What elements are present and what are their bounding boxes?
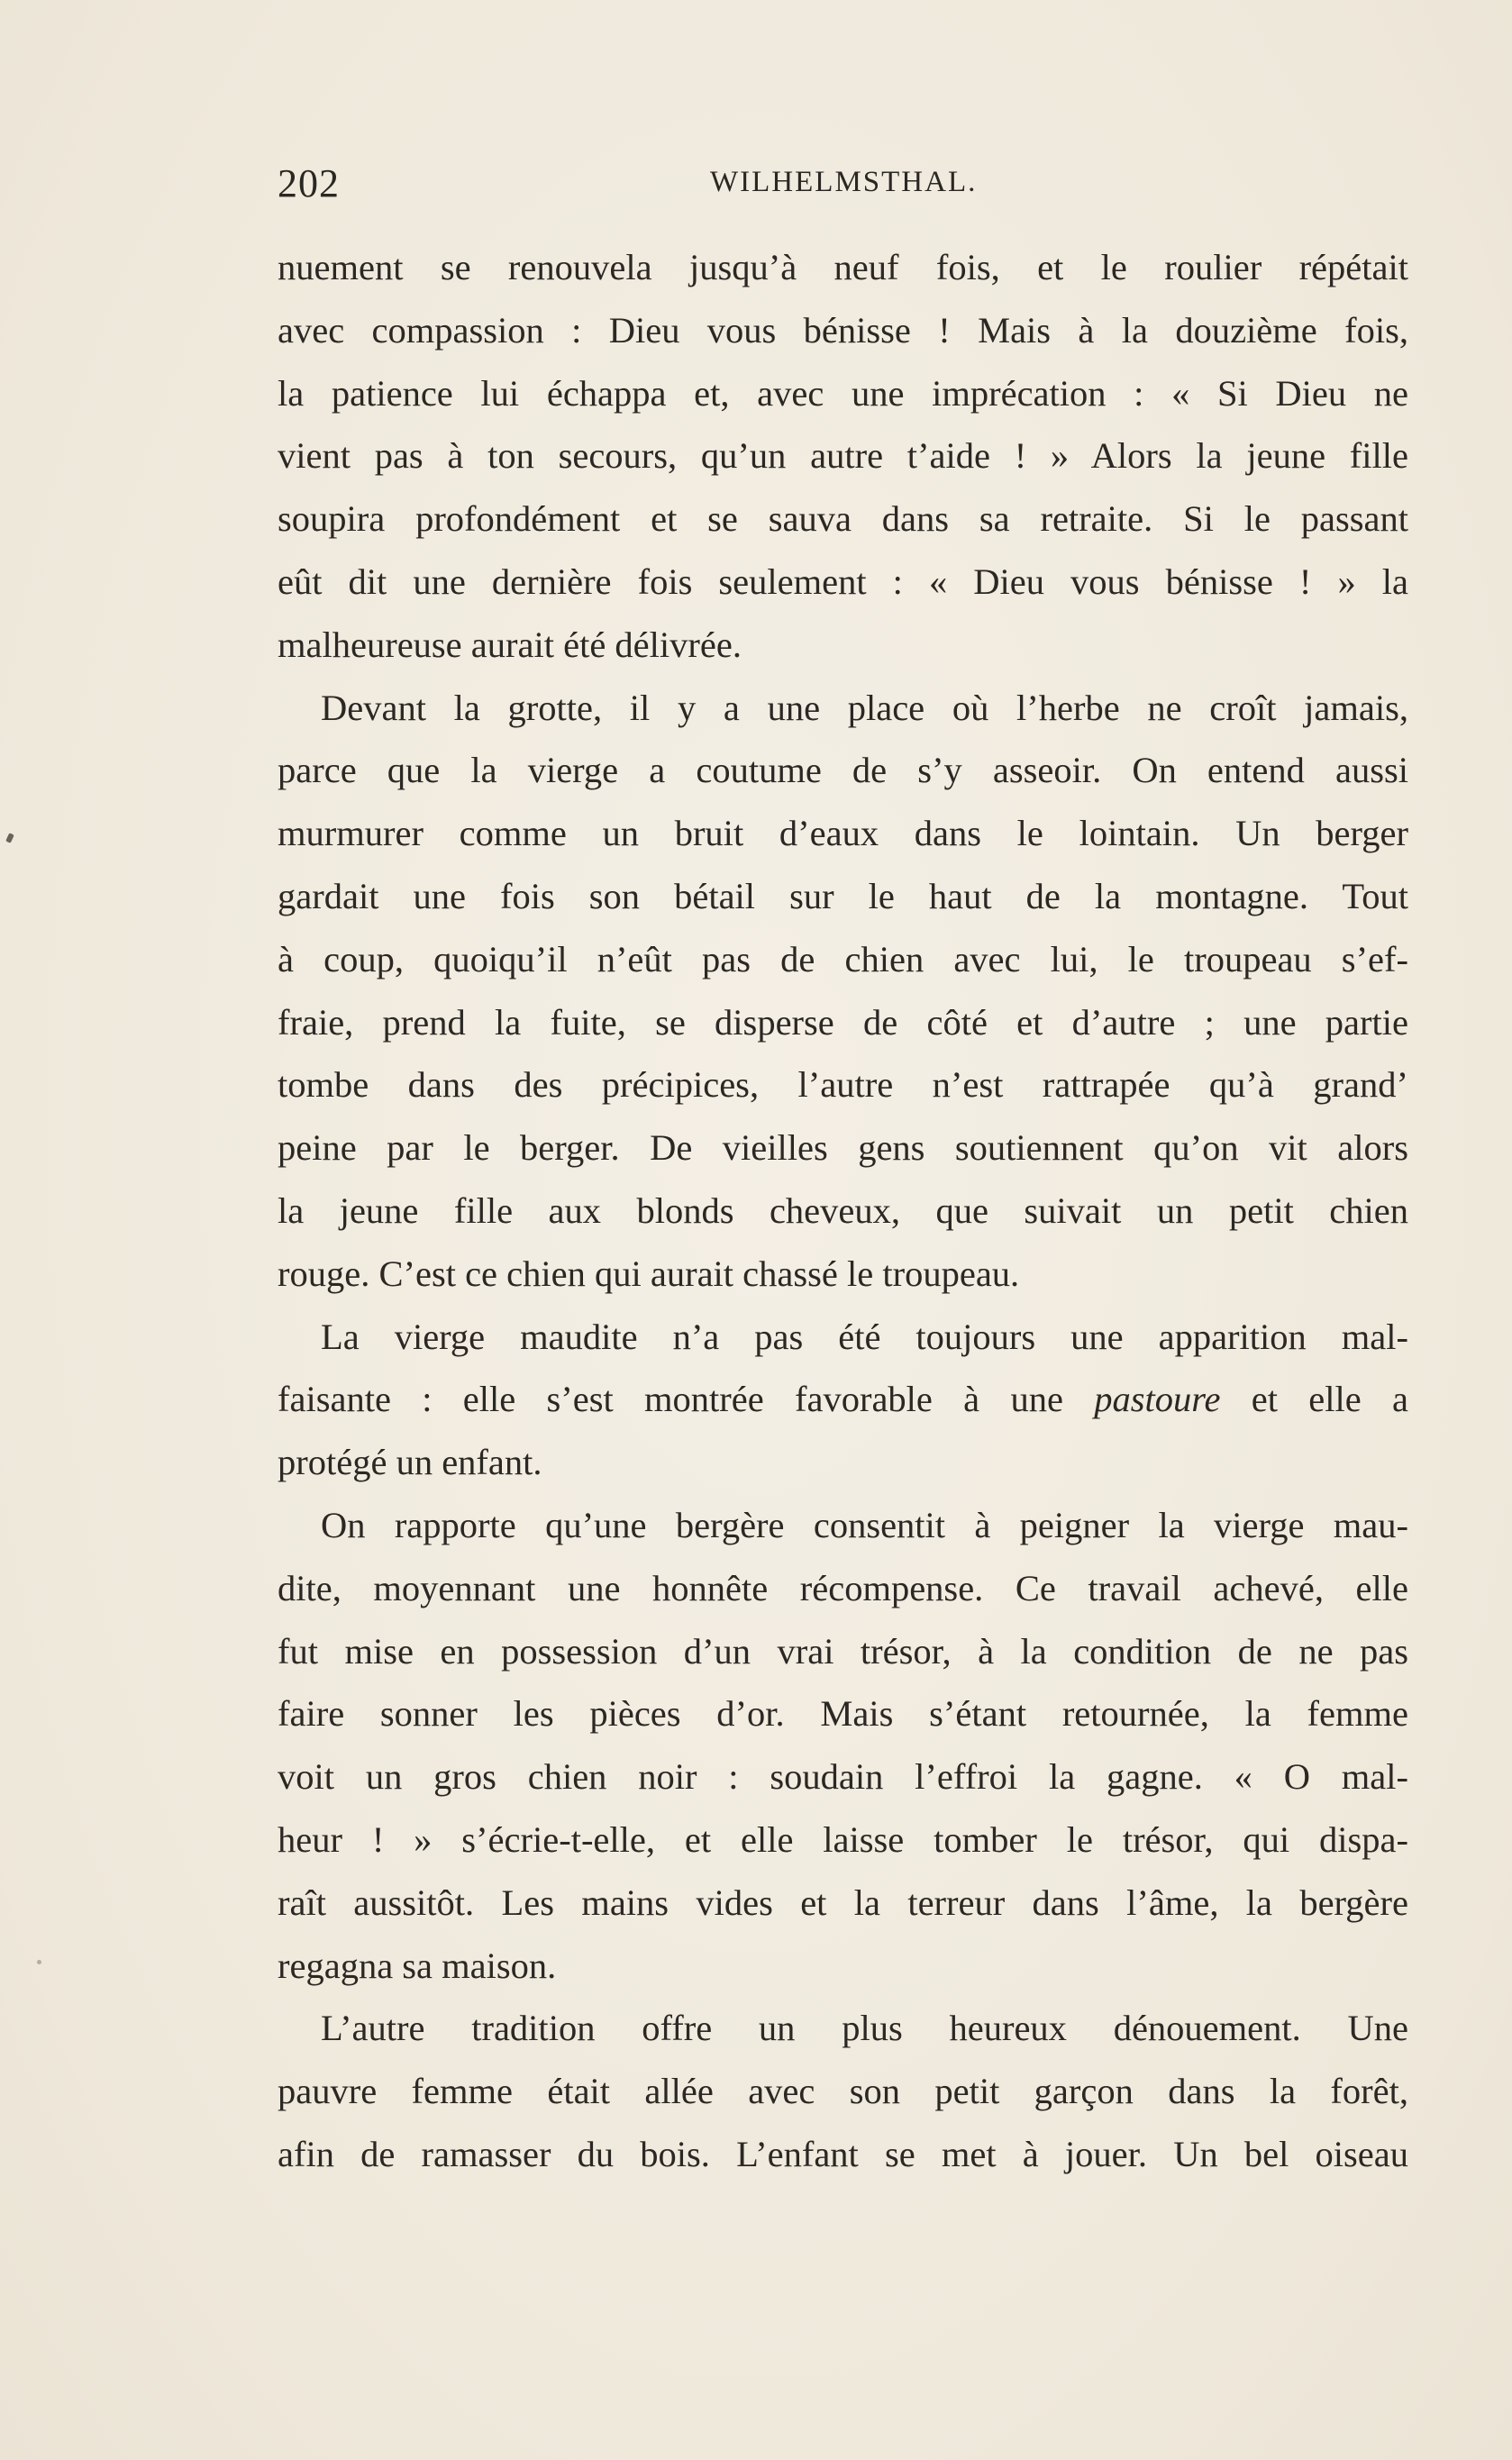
text-line: raît aussitôt. Les mains vides et la terreur dans l’âme, la bergère [278,1881,1408,1923]
text-line: fraie, prend la fuite, se disperse de côté et d’autre ; une partie [278,1001,1408,1043]
text-line: pauvre femme était allée avec son petit garçon dans la forêt, [278,2071,1408,2112]
text-segment: faisante : elle s’est montrée favorable à une [278,1379,1095,1420]
text-line: à coup, quoiqu’il n’eût pas de chien avec lui, le troupeau s’ef- [278,938,1408,979]
text-line: protégé un enfant. [278,1442,542,1483]
page-number: 202 [278,161,340,205]
text-segment: et elle a [1220,1379,1408,1420]
text-line: parce que la vierge a coutume de s’y asseoir. On entend aussi [278,750,1408,791]
text-line: regagna sa maison. [278,1945,557,1986]
text-line: dite, moyennant une honnête récompense. Ce travail achevé, elle [278,1567,1408,1608]
text-line: murmurer comme un bruit d’eaux dans le lointain. Un berger [278,813,1408,854]
text-line: eût dit une dernière fois seulement : « Dieu vous bénisse ! » la [278,560,1408,602]
text-line: afin de ramasser du bois. L’enfant se met à jouer. Un bel oiseau [278,2133,1408,2174]
text-line: avec compassion : Dieu vous bénisse ! Mais à la douzième fois, [278,309,1408,351]
paragraph-start-line: La vierge maudite n’a pas été toujours une apparition mal- [321,1316,1408,1357]
body-text [278,236,1408,2186]
text-line [278,1368,1408,1431]
text-line: faire sonner les pièces d’or. Mais s’étant retournée, la femme [278,1693,1408,1735]
text-line: la patience lui échappa et, avec une imprécation : « Si Dieu ne [278,372,1408,414]
text-line: fut mise en possession d’un vrai trésor, à la condition de ne pas [278,1630,1408,1672]
text-line: gardait une fois son bétail sur le haut de la montagne. Tout [278,875,1408,916]
text-line: rouge. C’est ce chien qui aurait chassé le troupeau. [278,1253,1020,1294]
paragraph-start-line: On rapporte qu’une bergère consentit à peigner la vierge mau- [321,1504,1408,1545]
page-header [278,160,1408,214]
paragraph-start-line: Devant la grotte, il y a une place où l’herbe ne croît jamais, [321,687,1408,728]
text-line: peine par le berger. De vieilles gens soutiennent qu’on vit alors [278,1127,1408,1169]
text-line: malheureuse aurait été délivrée. [278,624,742,665]
text-line: voit un gros chien noir : soudain l’effroi la gagne. « O mal- [278,1756,1408,1798]
margin-speck [37,1960,41,1964]
italic-word: pastoure [1094,1379,1221,1420]
text-line: nuement se renouvela jusqu’à neuf fois, et le roulier répétait [278,247,1408,287]
text-line: vient pas à ton secours, qu’un autre t’aide ! » Alors la jeune fille [278,435,1408,477]
paragraph-start-line: L’autre tradition offre un plus heureux dénouement. Une [321,2008,1408,2049]
margin-speck [5,833,14,843]
running-title: WILHELMSTHAL. [710,166,978,198]
text-line: heur ! » s’écrie-t-elle, et elle laisse tomber le trésor, qui dispa- [278,1818,1408,1860]
text-line: soupira profondément et se sauva dans sa retraite. Si le passant [278,498,1408,540]
text-line: tombe dans des précipices, l’autre n’est rattrapée qu’à grand’ [278,1064,1408,1106]
text-line: la jeune fille aux blonds cheveux, que suivait un petit chien [278,1189,1408,1231]
